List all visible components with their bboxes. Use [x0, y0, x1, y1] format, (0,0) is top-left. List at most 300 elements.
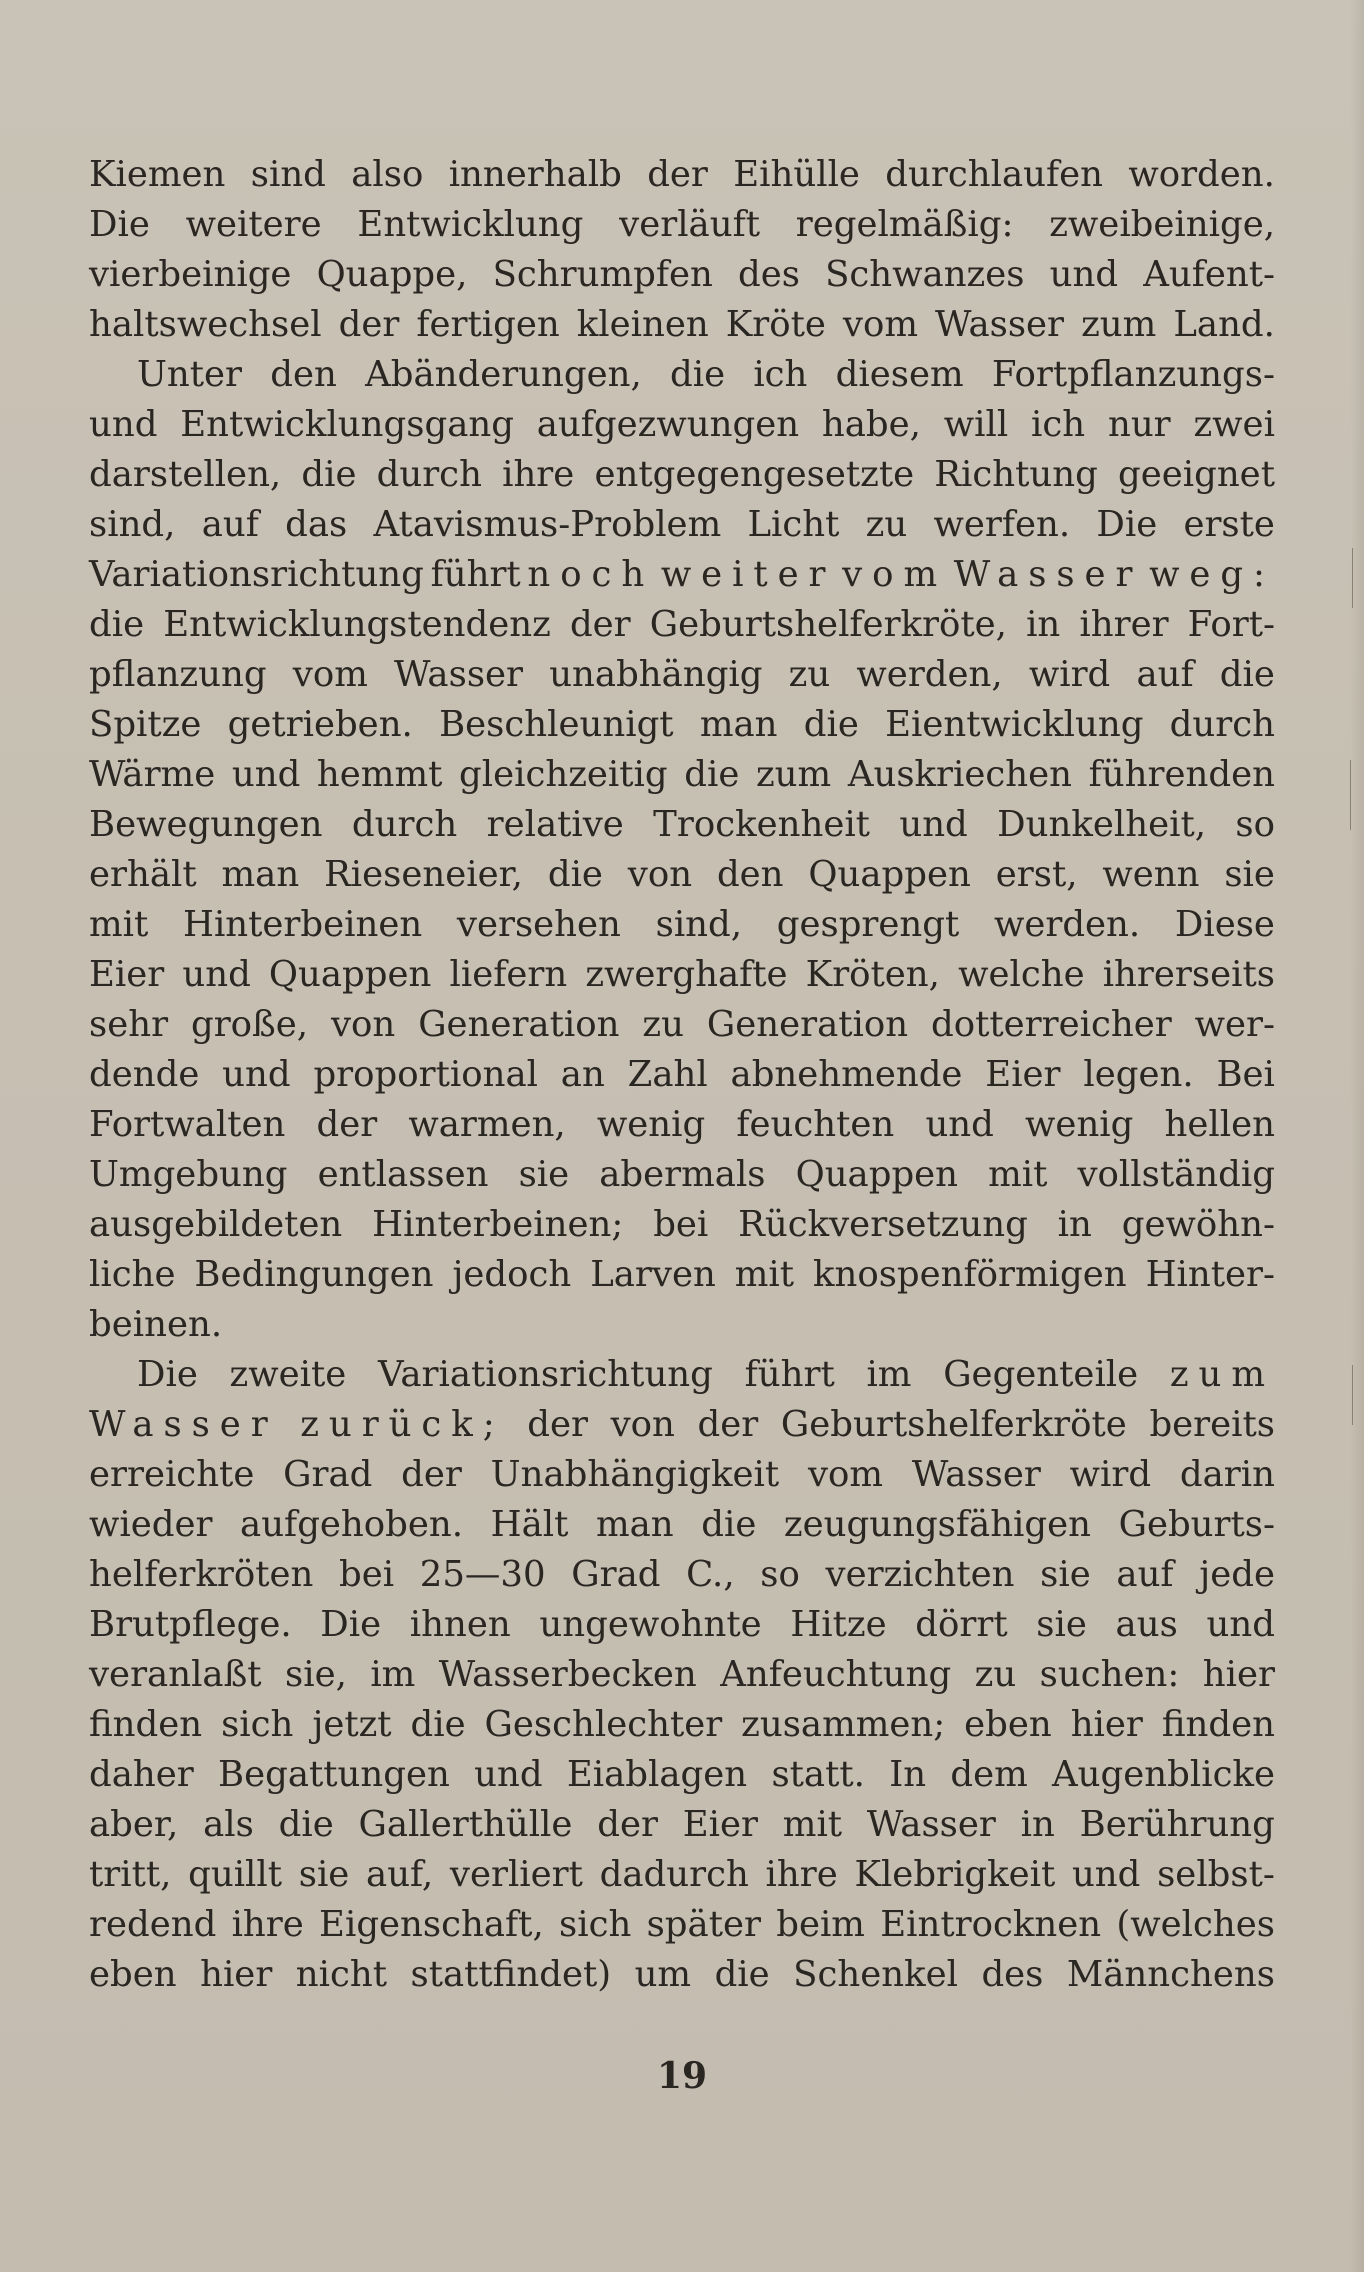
- word: zu: [642, 1004, 684, 1045]
- word: auf,: [366, 1854, 434, 1895]
- page-number: 19: [656, 2055, 708, 2097]
- word: Entwicklung: [357, 204, 584, 245]
- word: redend: [89, 1904, 217, 1945]
- word: sind: [250, 154, 326, 195]
- word: wieder: [89, 1504, 213, 1545]
- word: weitere: [185, 204, 322, 245]
- word: Unabhängigkeit: [490, 1454, 780, 1495]
- text-line: [89, 1200, 1275, 1250]
- word: Schwanzes: [825, 254, 1025, 295]
- word: entgegengesetzte: [594, 454, 915, 495]
- word: C.,: [686, 1554, 735, 1595]
- word: dadurch: [599, 1854, 749, 1895]
- word: und: [89, 404, 158, 445]
- word: gewöhn-: [1121, 1204, 1275, 1245]
- word: unabhängig: [549, 654, 763, 695]
- word: der: [697, 1404, 759, 1445]
- word: erste: [1183, 504, 1275, 545]
- word: und: [182, 954, 251, 995]
- word: Larven: [590, 1254, 716, 1295]
- text-line: [89, 1800, 1275, 1850]
- word: vom: [292, 654, 368, 695]
- word: zweite: [229, 1354, 347, 1395]
- word: man: [699, 704, 778, 745]
- word: zwerghafte: [585, 954, 788, 995]
- word: erreichte: [89, 1454, 255, 1495]
- word: daher: [89, 1754, 194, 1795]
- word: Atavismus-Problem: [373, 504, 722, 545]
- text-line: [89, 150, 1275, 200]
- word: Variationsrichtung: [89, 554, 424, 595]
- word: jedoch: [452, 1254, 572, 1295]
- word: Aufent-: [1143, 254, 1275, 295]
- word: Geburtshelferkröte,: [649, 604, 1007, 645]
- word: mit: [988, 1154, 1048, 1195]
- word: ich: [753, 354, 808, 395]
- word: und: [925, 1104, 994, 1145]
- word: man: [595, 1504, 674, 1545]
- word: aufgehoben.: [240, 1504, 464, 1545]
- word: nur: [1107, 404, 1171, 445]
- word: Zahl: [627, 1054, 708, 1095]
- word: relative: [486, 804, 624, 845]
- word: wird: [1069, 1454, 1152, 1495]
- word: quillt: [188, 1854, 283, 1895]
- word: durch: [376, 454, 482, 495]
- word: mit: [89, 904, 149, 945]
- text-line: [89, 850, 1275, 900]
- word: vom: [807, 1454, 884, 1495]
- word: versehen: [456, 904, 621, 945]
- word: durch: [1169, 704, 1275, 745]
- word: Wasser: [911, 1454, 1041, 1495]
- word: zum: [755, 754, 832, 795]
- word: führenden: [1088, 754, 1275, 795]
- word: Männchens: [1066, 1954, 1275, 1995]
- word: gleichzeitig: [459, 754, 668, 795]
- word: sind,: [89, 504, 176, 545]
- word: Fortpflanzungs-: [991, 354, 1275, 395]
- word: Hinter-: [1145, 1254, 1275, 1295]
- text-line: [89, 1250, 1275, 1300]
- word: wer-: [1194, 1004, 1275, 1045]
- word: Wasser: [89, 1404, 278, 1445]
- word: Wasser: [935, 304, 1065, 345]
- word: Eintrocknen: [880, 1904, 1102, 1945]
- word: die: [684, 754, 740, 795]
- word: getrieben.: [227, 704, 413, 745]
- word: sie: [518, 1154, 570, 1195]
- word: um: [634, 1954, 692, 1995]
- text-line: [89, 400, 1275, 450]
- word: Entwicklungstendenz: [163, 604, 551, 645]
- word: verzichten: [825, 1554, 1015, 1595]
- word: Eihülle: [733, 154, 860, 195]
- word: der: [527, 1404, 588, 1445]
- word: Wärme: [89, 754, 216, 795]
- word: hier: [200, 1954, 273, 1995]
- word: der: [401, 1454, 462, 1495]
- word: Unter: [137, 354, 243, 395]
- word: legen.: [1083, 1054, 1194, 1095]
- word: ausgebildeten: [89, 1204, 343, 1245]
- word: Hinterbeinen: [182, 904, 423, 945]
- margin-mark: [1352, 548, 1353, 608]
- word: die: [701, 1504, 757, 1545]
- word: im: [370, 1654, 416, 1695]
- word: Wasser: [394, 654, 524, 695]
- word: liefern: [449, 954, 568, 995]
- word: ihre: [765, 1854, 838, 1895]
- word: abnehmende: [730, 1054, 963, 1095]
- word: dem: [950, 1754, 1028, 1795]
- word: zum: [1169, 1354, 1275, 1395]
- word: vom: [842, 304, 919, 345]
- word: diesem: [835, 354, 964, 395]
- word: zeugungsfähigen: [783, 1504, 1092, 1545]
- word: und: [222, 1054, 291, 1095]
- word: Land.: [1173, 304, 1275, 345]
- text-line: [89, 1900, 1275, 1950]
- word: tritt,: [89, 1854, 172, 1895]
- word: das: [285, 504, 348, 545]
- word: aufgezwungen: [536, 404, 800, 445]
- text-line: [89, 800, 1275, 850]
- word: zu: [974, 1654, 1017, 1695]
- word: abermals: [599, 1154, 766, 1195]
- word: dörrt: [915, 1604, 1008, 1645]
- word: mit: [782, 1804, 843, 1845]
- word: ihrerseits: [1102, 954, 1275, 995]
- word: feuchten: [736, 1104, 895, 1145]
- text-line: [89, 600, 1275, 650]
- text-line: [89, 1050, 1275, 1100]
- word: sich: [559, 1904, 632, 1945]
- word: den: [270, 354, 337, 395]
- word: Augenblicke: [1052, 1754, 1275, 1795]
- word: beinen.: [89, 1304, 223, 1345]
- word: erst,: [995, 854, 1078, 895]
- word: werden,: [856, 654, 1003, 695]
- word: sie,: [285, 1654, 347, 1695]
- word: Diese: [1174, 904, 1275, 945]
- word: Wasser: [953, 554, 1143, 595]
- word: helferkröten: [89, 1554, 314, 1595]
- word: Anfeuchtung: [720, 1654, 952, 1695]
- word: will: [943, 404, 1009, 445]
- word: zweibeinige,: [1049, 204, 1275, 245]
- word: Eigenschaft,: [319, 1904, 544, 1945]
- word: die: [670, 354, 726, 395]
- text-line: [89, 1350, 1275, 1400]
- text-line: [89, 1400, 1275, 1450]
- word: weg:: [1149, 554, 1275, 595]
- text-line: [89, 900, 1275, 950]
- word: wenig: [596, 1104, 706, 1145]
- word: (welches: [1116, 1904, 1275, 1945]
- word: der: [569, 604, 631, 645]
- word: und: [899, 804, 968, 845]
- word: sie: [1036, 1604, 1087, 1645]
- word: von: [610, 1404, 675, 1445]
- text-line: [89, 1500, 1275, 1550]
- word: knospenförmigen: [812, 1254, 1127, 1295]
- word: als: [203, 1804, 254, 1845]
- word: Entwicklungsgang: [180, 404, 514, 445]
- word: wenn: [1102, 854, 1200, 895]
- word: zu: [788, 654, 831, 695]
- word: man: [221, 854, 300, 895]
- word: werden.: [993, 904, 1141, 945]
- text-line: [89, 350, 1275, 400]
- word: veranlaßt: [89, 1654, 262, 1695]
- word: des: [981, 1954, 1044, 1995]
- word: statt.: [771, 1754, 865, 1795]
- word: Berührung: [1079, 1804, 1275, 1845]
- word: die: [1219, 654, 1275, 695]
- word: sehr: [89, 1004, 169, 1045]
- word: vom: [842, 554, 948, 595]
- word: Gallerthülle: [358, 1804, 573, 1845]
- text-line: [89, 1950, 1275, 2000]
- word: In: [889, 1754, 927, 1795]
- word: geeignet: [1118, 454, 1275, 495]
- text-line: [89, 550, 1275, 600]
- word: hemmt: [316, 754, 443, 795]
- word: kleinen: [576, 304, 709, 345]
- word: der: [338, 304, 400, 345]
- word: zu: [865, 504, 908, 545]
- text-line: [89, 1700, 1275, 1750]
- word: der: [647, 154, 708, 195]
- word: finden: [89, 1704, 203, 1745]
- word: also: [351, 154, 424, 195]
- word: Quappen: [808, 854, 971, 895]
- word: Die: [89, 204, 150, 245]
- word: ihre: [231, 1904, 304, 1945]
- word: fertigen: [416, 304, 560, 345]
- word: Eier: [89, 954, 165, 995]
- word: zwei: [1193, 404, 1275, 445]
- word: die: [301, 454, 357, 495]
- word: jetzt: [312, 1704, 392, 1745]
- word: Bei: [1216, 1054, 1275, 1095]
- word: Kröte: [725, 304, 826, 345]
- text-line: [89, 1850, 1275, 1900]
- word: Quappe,: [316, 254, 468, 295]
- text-line: [89, 650, 1275, 700]
- word: ihnen: [409, 1604, 511, 1645]
- text-line: [89, 200, 1275, 250]
- word: Die: [1096, 504, 1158, 545]
- word: regelmäßig:: [795, 204, 1014, 245]
- word: suchen:: [1039, 1654, 1180, 1695]
- text-line: [89, 1000, 1275, 1050]
- word: pflanzung: [89, 654, 267, 695]
- word: zusammen;: [741, 1704, 946, 1745]
- word: vollständig: [1077, 1154, 1275, 1195]
- word: den: [716, 854, 784, 895]
- text-line: [89, 1300, 1275, 1350]
- word: Brutpflege.: [89, 1604, 292, 1645]
- word: Generation: [418, 1004, 620, 1045]
- word: und: [231, 754, 301, 795]
- word: eben: [964, 1704, 1052, 1745]
- word: vierbeinige: [89, 254, 292, 295]
- word: und: [1049, 254, 1119, 295]
- word: ich: [1031, 404, 1086, 445]
- word: Kiemen: [89, 154, 226, 195]
- margin-mark: [1350, 760, 1351, 830]
- word: Geburts-: [1118, 1504, 1275, 1545]
- word: auf: [201, 504, 259, 545]
- word: bereits: [1149, 1404, 1275, 1445]
- word: sie: [298, 1854, 350, 1895]
- word: in: [1026, 604, 1061, 645]
- word: werfen.: [933, 504, 1071, 545]
- word: ihrer: [1079, 604, 1169, 645]
- word: Hitze: [790, 1604, 887, 1645]
- word: von: [627, 854, 693, 895]
- text-line: [89, 250, 1275, 300]
- word: Klebrigkeit: [854, 1854, 1056, 1895]
- word: Schrumpfen: [492, 254, 713, 295]
- word: sind,: [655, 904, 743, 945]
- word: erhält: [89, 854, 197, 895]
- word: Rieseneier,: [324, 854, 523, 895]
- word: Schenkel: [793, 1954, 958, 1995]
- word: gesprengt: [776, 904, 960, 945]
- word: verliert: [449, 1854, 583, 1895]
- word: Licht: [747, 504, 840, 545]
- word: Die: [137, 1354, 198, 1395]
- word: Die: [320, 1604, 382, 1645]
- text-line: [89, 1750, 1275, 1800]
- word: sie: [1224, 854, 1275, 895]
- word: weiter: [660, 554, 836, 595]
- word: proportional: [313, 1054, 538, 1095]
- word: Grad: [571, 1554, 661, 1595]
- text-line: [89, 500, 1275, 550]
- text-line: [89, 950, 1275, 1000]
- word: Rückversetzung: [738, 1204, 1028, 1245]
- word: aber,: [89, 1804, 179, 1845]
- text-line: [89, 700, 1275, 750]
- word: auf: [1136, 654, 1194, 695]
- word: Spitze: [89, 704, 202, 745]
- word: nicht: [295, 1954, 388, 1995]
- word: Quappen: [795, 1154, 959, 1195]
- word: große,: [190, 1004, 309, 1045]
- word: finden: [1161, 1704, 1275, 1745]
- word: hier: [1202, 1654, 1275, 1695]
- word: so: [760, 1554, 800, 1595]
- word: beim: [776, 1904, 865, 1945]
- word: Bewegungen: [89, 804, 323, 845]
- word: hier: [1070, 1704, 1143, 1745]
- word: dotterreicher: [931, 1004, 1172, 1045]
- word: durchlaufen: [885, 154, 1103, 195]
- word: verläuft: [619, 204, 760, 245]
- word: worden.: [1128, 154, 1275, 195]
- word: Trockenheit: [653, 804, 870, 845]
- word: bei: [653, 1204, 709, 1245]
- word: sich: [221, 1704, 294, 1745]
- word: die: [803, 704, 859, 745]
- word: die: [89, 604, 145, 645]
- word: die: [410, 1704, 466, 1745]
- word: Quappen: [268, 954, 432, 995]
- word: Beschleunigt: [439, 704, 674, 745]
- word: haltswechsel: [89, 304, 322, 345]
- word: des: [738, 254, 800, 295]
- word: die: [547, 854, 603, 895]
- word: zurück;: [300, 1404, 505, 1445]
- word: Fort-: [1187, 604, 1275, 645]
- word: mit: [734, 1254, 795, 1295]
- word: sie: [1040, 1554, 1091, 1595]
- word: so: [1235, 804, 1275, 845]
- word: Hinterbeinen;: [372, 1204, 624, 1245]
- word: und: [474, 1754, 543, 1795]
- text-line: [89, 1650, 1275, 1700]
- margin-mark: [1352, 1365, 1353, 1425]
- word: Hält: [490, 1504, 569, 1545]
- word: führt: [744, 1354, 835, 1395]
- text-line: [89, 1150, 1275, 1200]
- word: Eier: [985, 1054, 1061, 1095]
- word: dende: [89, 1054, 200, 1095]
- word: wird: [1028, 654, 1111, 695]
- word: Geschlechter: [484, 1704, 723, 1745]
- word: und: [1071, 1854, 1141, 1895]
- word: noch: [527, 554, 655, 595]
- word: darin: [1179, 1454, 1275, 1495]
- word: an: [560, 1054, 605, 1095]
- word: wenig: [1025, 1104, 1134, 1145]
- word: innerhalb: [448, 154, 622, 195]
- word: Eiablagen: [566, 1754, 748, 1795]
- word: Abänderungen,: [365, 354, 642, 395]
- word: Eientwicklung: [885, 704, 1144, 745]
- text-line: [89, 1550, 1275, 1600]
- word: Gegenteile: [943, 1354, 1139, 1395]
- text-line: [89, 1100, 1275, 1150]
- word: 25—30: [419, 1554, 546, 1595]
- word: Begattungen: [218, 1754, 450, 1795]
- page-edge-shadow: [1350, 0, 1364, 2272]
- word: ihre: [502, 454, 575, 495]
- word: warmen,: [408, 1104, 566, 1145]
- word: in: [1020, 1804, 1055, 1845]
- word: Kröten,: [805, 954, 940, 995]
- text-line: [89, 1600, 1275, 1650]
- word: Eier: [682, 1804, 758, 1845]
- word: später: [646, 1904, 761, 1945]
- text-line: [89, 300, 1275, 350]
- word: entlassen: [317, 1154, 489, 1195]
- word: Dunkelheit,: [997, 804, 1206, 845]
- word: Auskriechen: [847, 754, 1073, 795]
- word: bei: [339, 1554, 395, 1595]
- word: führt: [430, 554, 521, 595]
- word: der: [316, 1104, 378, 1145]
- word: Fortwalten: [89, 1104, 286, 1145]
- word: ungewohnte: [539, 1604, 762, 1645]
- word: Bedingungen: [194, 1254, 434, 1295]
- word: Wasserbecken: [438, 1654, 697, 1695]
- word: die: [278, 1804, 334, 1845]
